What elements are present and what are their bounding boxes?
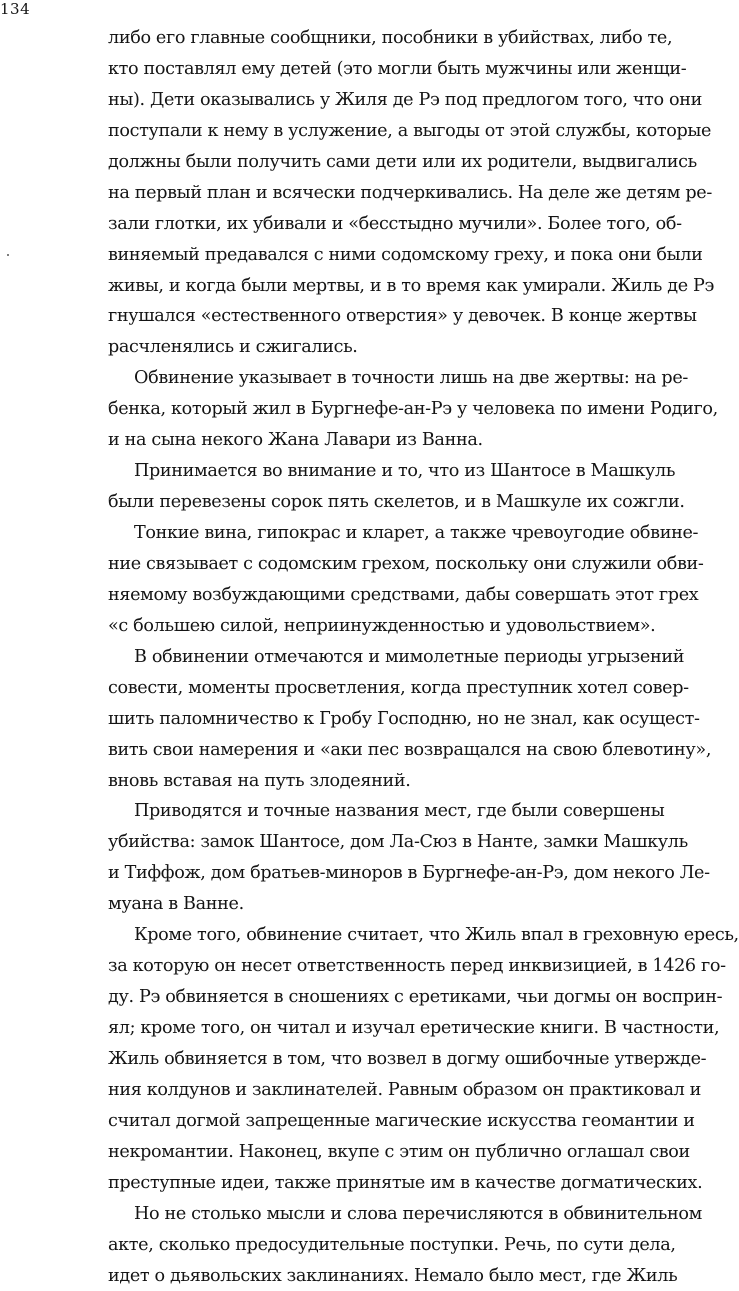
text-line: Но не столько мысли и слова перечисляются в обвинительном bbox=[108, 1199, 620, 1230]
text-line: были перевезены сорок пять скелетов, и в Машкуле их сожгли. bbox=[108, 487, 620, 518]
text-line: считал догмой запрещенные магические искусства геомантии и bbox=[108, 1106, 620, 1137]
paragraph bbox=[108, 456, 620, 518]
paragraph bbox=[108, 23, 620, 363]
text-line: идет о дьявольских заклинаниях. Немало было мест, где Жиль bbox=[108, 1261, 620, 1291]
text-line: В обвинении отмечаются и мимолетные периоды угрызений bbox=[108, 642, 620, 673]
text-line: зали глотки, их убивали и «бесстыдно мучили». Более того, об- bbox=[108, 209, 620, 240]
text-line: живы, и когда были мертвы, и в то время как умирали. Жиль де Рэ bbox=[108, 271, 620, 302]
text-line: должны были получить сами дети или их родители, выдвигались bbox=[108, 147, 620, 178]
paragraph bbox=[108, 920, 620, 1198]
paragraph bbox=[108, 1199, 620, 1291]
paragraph bbox=[108, 518, 620, 642]
text-line: совести, моменты просветления, когда преступник хотел совер- bbox=[108, 673, 620, 704]
text-line: некромантии. Наконец, вкупе с этим он публично оглашал свои bbox=[108, 1137, 620, 1168]
text-line: бенка, который жил в Бургнефе-ан-Рэ у человека по имени Родиго, bbox=[108, 394, 620, 425]
text-line: ду. Рэ обвиняется в сношениях с еретиками, чьи догмы он восприн- bbox=[108, 982, 620, 1013]
text-line: виняемый предавался с ними содомскому греху, и пока они были bbox=[108, 240, 620, 271]
text-line: за которую он несет ответственность перед инквизицией, в 1426 го- bbox=[108, 951, 620, 982]
text-line: либо его главные сообщники, пособники в убийствах, либо те, bbox=[108, 23, 620, 54]
text-line: Кроме того, обвинение считает, что Жиль впал в греховную ересь, bbox=[108, 920, 620, 951]
text-line: Жиль обвиняется в том, что возвел в догму ошибочные утвержде- bbox=[108, 1044, 620, 1075]
stray-mark bbox=[7, 254, 9, 256]
text-line: ны). Дети оказывались у Жиля де Рэ под предлогом того, что они bbox=[108, 85, 620, 116]
text-line: акте, сколько предосудительные поступки. Речь, по сути дела, bbox=[108, 1230, 620, 1261]
text-line: и на сына некого Жана Лавари из Ванна. bbox=[108, 425, 620, 456]
text-line: Приводятся и точные названия мест, где были совершены bbox=[108, 796, 620, 827]
paragraph bbox=[108, 796, 620, 920]
text-line: вновь вставая на путь злодеяний. bbox=[108, 766, 620, 797]
text-line: шить паломничество к Гробу Господню, но не знал, как осущест- bbox=[108, 704, 620, 735]
text-line: кто поставлял ему детей (это могли быть мужчины или женщи- bbox=[108, 54, 620, 85]
text-line: преступные идеи, также принятые им в качестве догматических. bbox=[108, 1168, 620, 1199]
text-line: расчленялись и сжигались. bbox=[108, 332, 620, 363]
paragraph bbox=[108, 642, 620, 797]
text-line: няемому возбуждающими средствами, дабы совершать этот грех bbox=[108, 580, 620, 611]
text-line: ял; кроме того, он читал и изучал еретические книги. В частности, bbox=[108, 1013, 620, 1044]
page-body bbox=[108, 23, 620, 1291]
text-line: убийства: замок Шантосе, дом Ла-Сюз в Нанте, замки Машкуль bbox=[108, 827, 620, 858]
text-line: гнушался «естественного отверстия» у девочек. В конце жертвы bbox=[108, 301, 620, 332]
text-line: муана в Ванне. bbox=[108, 889, 620, 920]
text-line: поступали к нему в услужение, а выгоды от этой службы, которые bbox=[108, 116, 620, 147]
text-line: вить свои намерения и «аки пес возвращался на свою блевотину», bbox=[108, 735, 620, 766]
text-line: Тонкие вина, гипокрас и кларет, а также чревоугодие обвине- bbox=[108, 518, 620, 549]
text-line: Обвинение указывает в точности лишь на две жертвы: на ре- bbox=[108, 363, 620, 394]
page-number: 134 bbox=[0, 0, 30, 18]
text-line: Принимается во внимание и то, что из Шантосе в Машкуль bbox=[108, 456, 620, 487]
text-line: на первый план и всячески подчеркивались. На деле же детям ре- bbox=[108, 178, 620, 209]
paragraph bbox=[108, 363, 620, 456]
text-line: «с большею силой, неприинужденностью и удовольствием». bbox=[108, 611, 620, 642]
text-line: ние связывает с содомским грехом, поскольку они служили обви- bbox=[108, 549, 620, 580]
text-line: ния колдунов и заклинателей. Равным образом он практиковал и bbox=[108, 1075, 620, 1106]
text-line: и Тиффож, дом братьев-миноров в Бургнефе-ан-Рэ, дом некого Ле- bbox=[108, 858, 620, 889]
